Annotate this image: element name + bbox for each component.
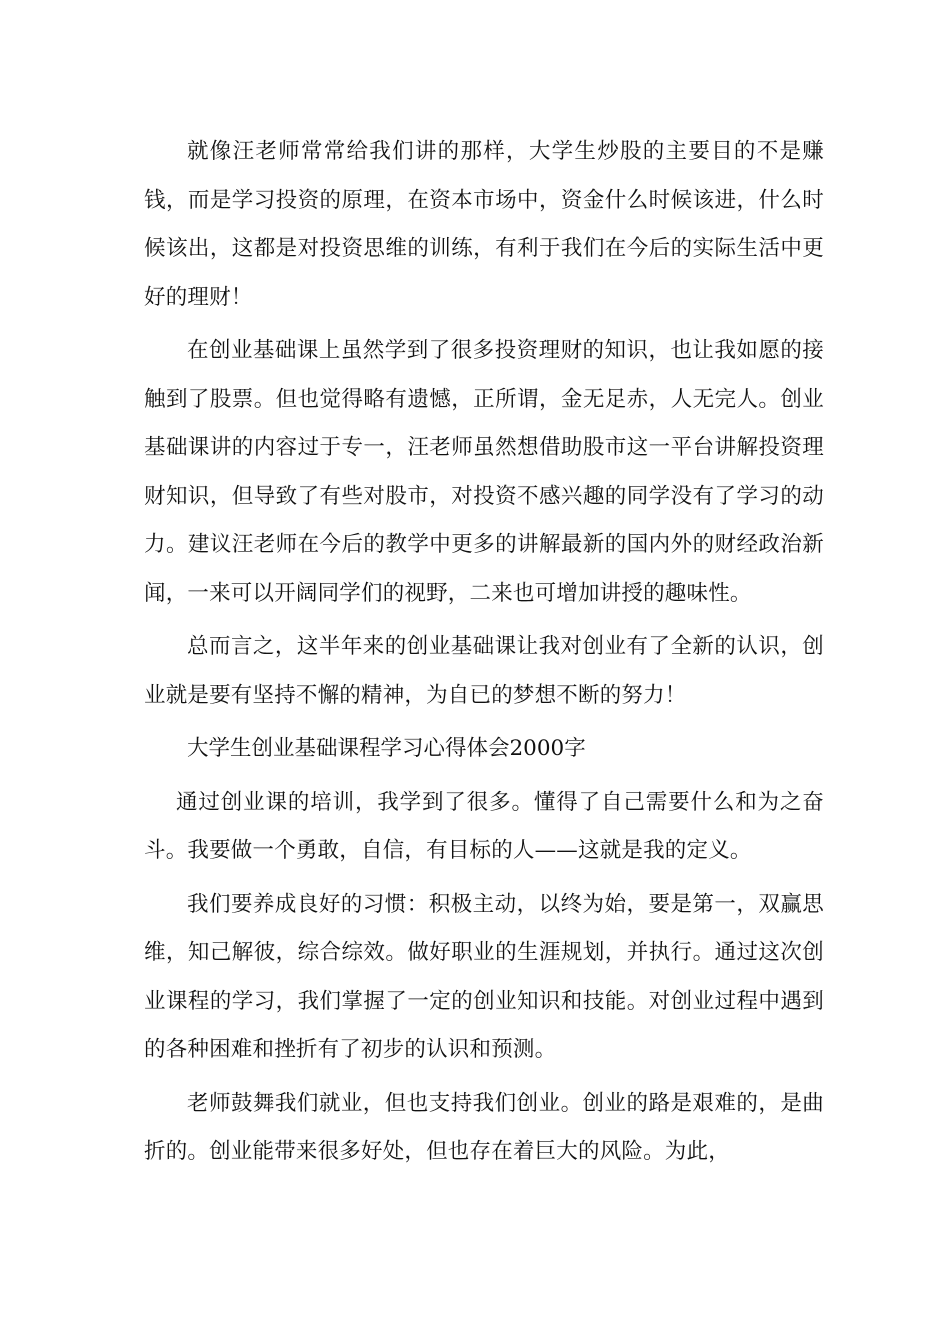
paragraph-entrepreneurship: 老师鼓舞我们就业，但也支持我们创业。创业的路是艰难的，是曲折的。创业能带来很多好处，但也存在着巨大的风险。为此， [144, 1090, 824, 1164]
paragraph-conclusion: 总而言之，这半年来的创业基础课让我对创业有了全新的认识，创业就是要有坚持不懈的精神，为自已的梦想不断的努力！ [144, 634, 824, 708]
paragraph-habits: 我们要养成良好的习惯：积极主动，以终为始，要是第一，双赢思维，知己解彼，综合综效。做好职业的生涯规划，并执行。通过这次创业课程的学习，我们掌握了一定的创业知识和技能。对创业过程中遇到的各种困难和挫折有了初步的认识和预测。 [144, 891, 824, 1062]
section-heading: 大学生创业基础课程学习心得体会2000字 [187, 736, 586, 761]
paragraph-course-reflection: 在创业基础课上虽然学到了很多投资理财的知识，也让我如愿的接触到了股票。但也觉得略有遗憾，正所谓，金无足赤，人无完人。创业基础课讲的内容过于专一，汪老师虽然想借助股市这一平台讲解投资理财知识，但导致了有些对股市，对投资不感兴趣的同学没有了学习的动力。建议汪老师在今后的教学中更多的讲解最新的国内外的财经政治新闻，一来可以开阔同学们的视野，二来也可增加讲授的趣味性。 [144, 338, 824, 606]
paragraph-stock-learning: 就像汪老师常常给我们讲的那样，大学生炒股的主要目的不是赚钱，而是学习投资的原理，在资本市场中，资金什么时候该进，什么时候该出，这都是对投资思维的训练，有利于我们在今后的实际生活中更好的理财！ [144, 139, 824, 310]
document-body [144, 128, 824, 1182]
paragraph-training: 通过创业课的培训，我学到了很多。懂得了自己需要什么和为之奋斗。我要做一个勇敢，自信，有目标的人——这就是我的定义。 [144, 789, 824, 863]
